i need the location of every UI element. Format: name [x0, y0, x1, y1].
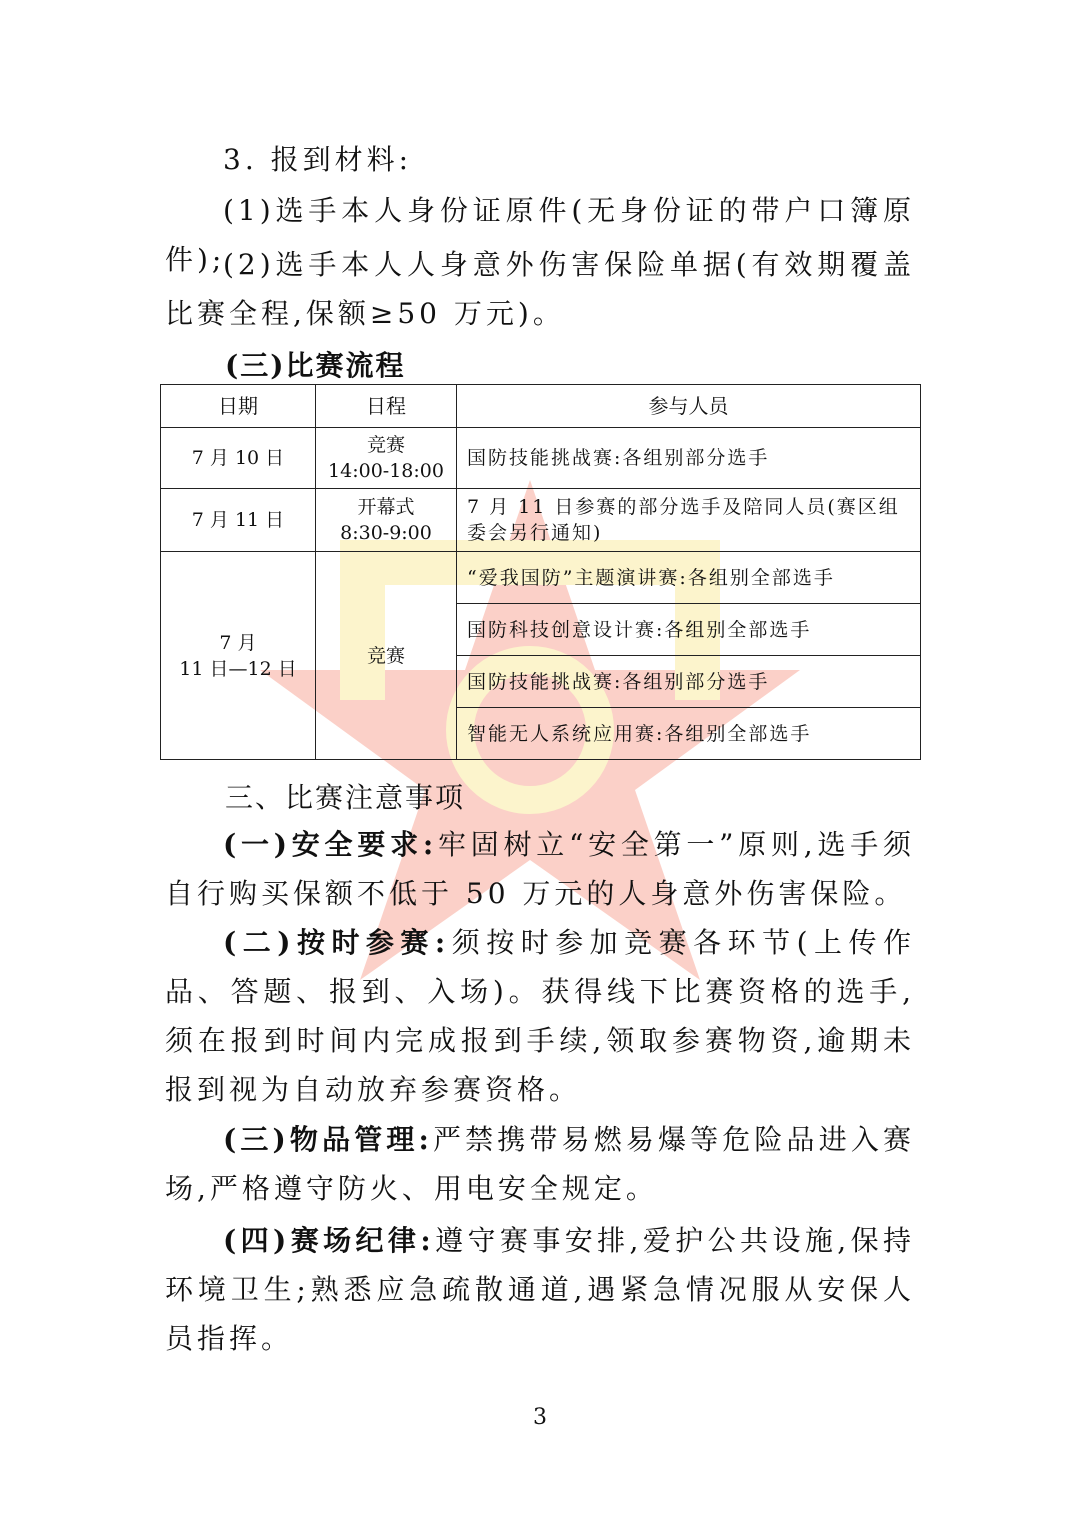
table-cell-schedule: [316, 428, 457, 489]
chapter-heading-notes: 三、比赛注意事项: [225, 781, 466, 814]
table-cell-participants: 智能无人系统应用赛:各组别全部选手: [457, 708, 921, 760]
table-header-participants: 参与人员: [457, 385, 921, 428]
table-header-row: [161, 385, 921, 428]
notice-label: (一)安全要求:: [223, 828, 438, 861]
page-number: 3: [533, 1405, 547, 1430]
notice-discipline: [165, 1216, 915, 1363]
table-cell-date: 7 月 11 日: [161, 489, 316, 552]
notice-text: 牢固树立“安全第一”原则,选手须自行购买保额不低于 50 万元的人身意外伤害保险。: [165, 828, 915, 910]
date-month: 7 月: [219, 631, 257, 654]
table-cell-schedule: 竞赛: [316, 552, 457, 760]
notice-text: 严禁携带易燃易爆等危险品进入赛场,严格遵守防火、用电安全规定。: [165, 1123, 915, 1205]
notice-items: [165, 1115, 915, 1213]
table-header-date: 日期: [161, 385, 316, 428]
table-cell-participants: 7 月 11 日参赛的部分选手及陪同人员(赛区组委会另行通知): [457, 489, 921, 552]
schedule-event: 开幕式: [357, 496, 415, 518]
notice-on-time: [165, 918, 915, 1114]
table-cell-participants: 国防技能挑战赛:各组别部分选手: [457, 428, 921, 489]
section-heading-schedule: (三)比赛流程: [225, 349, 406, 382]
table-cell-date: 7 月 10 日: [161, 428, 316, 489]
notice-text: 遵守赛事安排,爱护公共设施,保持环境卫生;熟悉应急疏散通道,遇紧急情况服从安保人员指挥。: [165, 1224, 915, 1355]
notice-safety: [165, 820, 915, 918]
notice-text: 须按时参加竞赛各环节(上传作品、答题、报到、入场)。获得线下比赛资格的选手,须在报到时间内完成报到手续,领取参赛物资,逾期未报到视为自动放弃参赛资格。: [165, 926, 915, 1106]
table-cell-participants: “爱我国防”主题演讲赛:各组别全部选手: [457, 552, 921, 604]
notice-label: (三)物品管理:: [223, 1123, 433, 1156]
paragraph-insurance: (2)选手本人人身意外伤害保险单据(有效期覆盖比赛全程,保额≥50 万元)。: [165, 248, 915, 330]
table-row: [161, 489, 921, 552]
schedule-table: [160, 384, 921, 760]
table-cell-participants: 国防科技创意设计赛:各组别全部选手: [457, 604, 921, 656]
table-cell-date: [161, 552, 316, 760]
notice-label: (二)按时参赛:: [223, 926, 450, 959]
table-row: [161, 428, 921, 489]
table-cell-participants: 国防技能挑战赛:各组别部分选手: [457, 656, 921, 708]
schedule-time: 8:30-9:00: [340, 522, 432, 544]
table-header-schedule: 日程: [316, 385, 457, 428]
date-range: 11 日—12 日: [179, 657, 297, 680]
schedule-event: 竞赛: [366, 434, 405, 456]
paragraph-materials-title: 3. 报到材料:: [223, 143, 413, 176]
table-cell-schedule: [316, 489, 457, 552]
schedule-time: 14:00-18:00: [328, 460, 444, 482]
paragraph-id-card: (1)选手本人身份证原件(无身份证的带户口簿原件);: [165, 194, 915, 276]
notice-label: (四)赛场纪律:: [223, 1224, 435, 1257]
table-row: [161, 552, 921, 604]
